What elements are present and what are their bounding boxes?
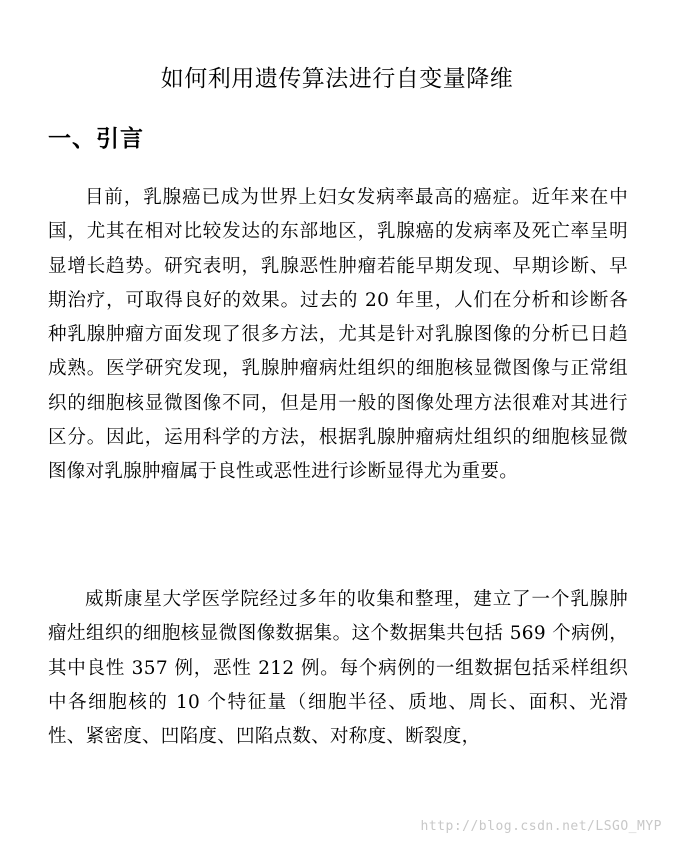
body-paragraph: 威斯康星大学医学院经过多年的收集和整理，建立了一个乳腺肿瘤灶组织的细胞核显微图像数据集。这个数据集共包括 569 个病例，其中良性 357 例，恶性 212 例。每个病例的一组数据包括采样组织中各细胞核的 10 个特征量（细胞半径、质地、周长、面积、光滑性、紧密度、凹陷度、凹陷点数、对称度、断裂度， bbox=[48, 589, 628, 748]
document-title: 如何利用遗传算法进行自变量降维 bbox=[160, 66, 514, 92]
blog-watermark: http://blog.csdn.net/LSGO_MYP bbox=[420, 819, 662, 834]
body-paragraph: 目前，乳腺癌已成为世界上妇女发病率最高的癌症。近年来在中国，尤其在相对比较发达的东部地区，乳腺癌的发病率及死亡率呈明显增长趋势。研究表明，乳腺恶性肿瘤若能早期发现、早期诊断、早期治疗，可取得良好的效果。过去的 20 年里，人们在分析和诊断各种乳腺肿瘤方面发现了很多方法，尤其是针对乳腺图像的分析已日趋成熟。医学研究发现，乳腺肿瘤病灶组织的细胞核显微图像与正常组织的细胞核显微图像不同，但是用一般的图像处理方法很难对其进行区分。因此，运用科学的方法，根据乳腺肿瘤病灶组织的细胞核显微图像对乳腺肿瘤属于良性或恶性进行诊断显得尤为重要。 bbox=[48, 187, 628, 483]
section-heading-introduction: 一、引言 bbox=[48, 126, 144, 152]
